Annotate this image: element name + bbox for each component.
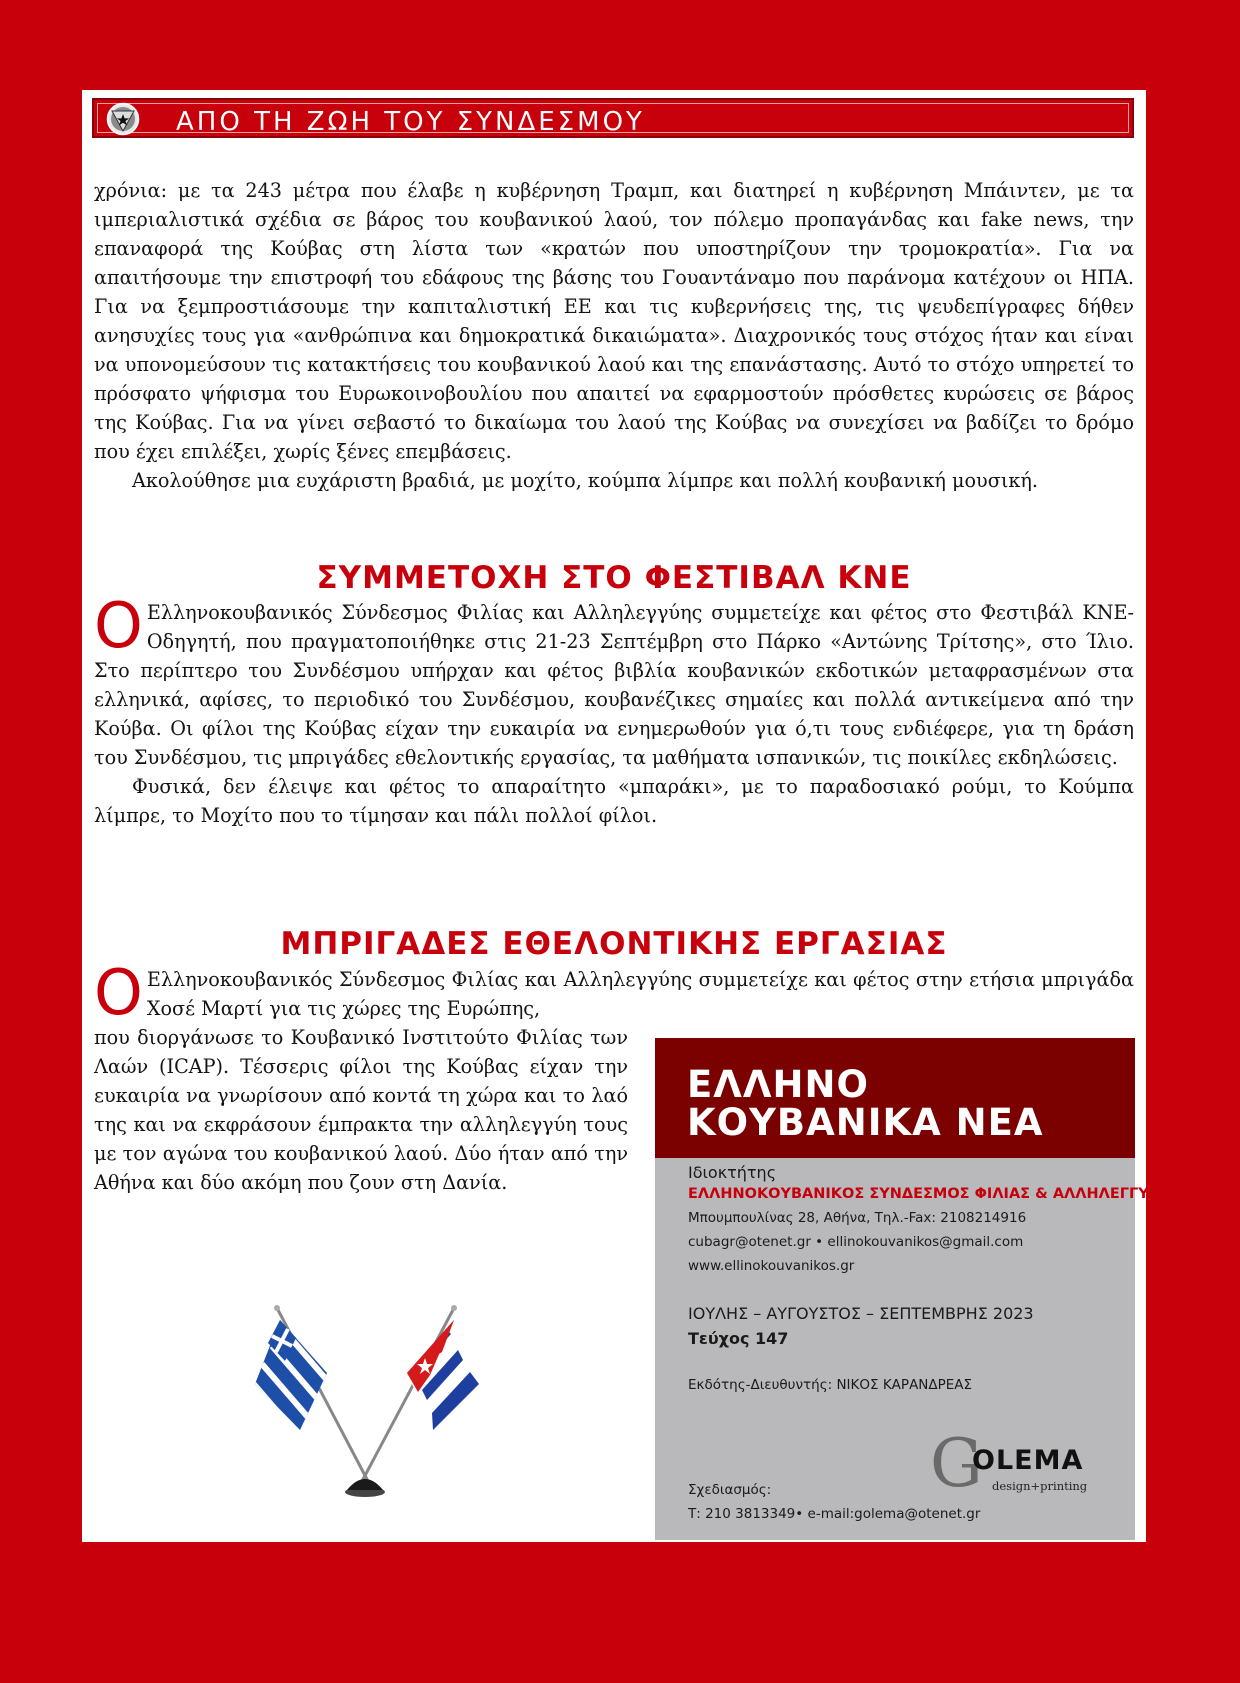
owner-label: Ιδιοκτήτης: [688, 1163, 777, 1182]
section2-paragraph-lead: [94, 956, 1134, 1029]
section-header-bar: [92, 98, 1134, 138]
owner-name: ΕΛΛΗΝΟΚΟΥΒΑΝΙΚΟΣ ΣΥΝΔΕΣΜΟΣ ΦΙΛΙΑΣ & ΑΛΛΗΛΕΓΓΥΗΣ: [688, 1186, 1171, 1202]
section1-paragraph-2: Φυσικά, δεν έλειψε και φέτος το απαραίτητο «μπαράκι», με το παραδοσιακό ρούμι, το Κούμπα λίμπρε, το Μοχίτο που το τίμησαν και πάλι πολλοί φίλοι.: [94, 775, 1134, 827]
website-link[interactable]: www.ellinokouvanikos.gr: [688, 1258, 855, 1274]
greek-flag-icon: [252, 1310, 342, 1440]
email-line: cubagr@otenet.gr • ellinokouvanikos@gmail.com: [688, 1234, 1024, 1250]
golema-logo-g: G: [930, 1425, 983, 1502]
masthead-title: [687, 1063, 1044, 1144]
issue-period: ΙΟΥΛΗΣ – ΑΥΓΟΥΣΤΟΣ – ΣΕΠΤΕΜΒΡΗΣ 2023: [688, 1304, 1034, 1323]
section2-paragraph-rest: που διοργάνωσε το Κουβανικό Ινστιτούτο Φιλίας των Λαών (ICAP). Τέσσερις φίλοι της Κούβας είχαν την ευκαιρία να γνωρίσουν από κοντά τη χώρα και το λαό της και να εκφράσουν έμπρακτα την αλληλεγγύη τους με τον αγώνα του κουβανικού λαού. Δύο ήταν από την Αθήνα και δύο ακόμη που ζουν στη Δανία.: [94, 1026, 628, 1194]
masthead-box: [655, 1038, 1171, 1540]
design-contact: Τ: 210 3813349• e-mail:golema@otenet.gr: [688, 1506, 981, 1522]
section2-title: ΜΠΡΙΓΑΔΕΣ ΕΘΕΛΟΝΤΙΚΗΣ ΕΡΓΑΣΙΑΣ: [280, 926, 948, 962]
masthead-title-line1: ΕΛΛΗΝΟ: [687, 1063, 869, 1106]
cuban-flag-icon: [407, 1320, 479, 1430]
section1-dropcap: Ο: [94, 589, 143, 662]
golema-logo-subtitle: design+printing: [992, 1479, 1088, 1493]
header-inner-border: [97, 103, 1129, 137]
star-triangle-emblem-icon: [106, 102, 140, 136]
section2-dropcap: Ο: [94, 956, 143, 1029]
design-label: Σχεδιασμός:: [688, 1482, 772, 1498]
intro-paragraph-1: χρόνια: με τα 243 μέτρα που έλαβε η κυβέρνηση Τραμπ, και διατηρεί η κυβέρνηση Μπάιντεν, με τα ιμπεριαλιστικά σχέδια σε βάρος του κουβανικού λαού, τον πόλεμο προπαγάνδας και fake news, την επαναφορά της Κούβας στη λίστα των «κρατών που υποστηρίζουν την τρομοκρατία». Για να απαιτήσουμε την επιστροφή του εδάφους της βάσης του Γουαντάναμο που παράνομα κατέχουν οι ΗΠΑ. Για να ξεμπροστιάσουμε την καπιταλιστική ΕΕ και τις κυβερνήσεις της, τις ψευδεπίγραφες δήθεν ανησυχίες τους για «ανθρώπινα και δημοκρατικά δικαιώματα». Διαχρονικός τους στόχος ήταν και είναι να υπονομεύσουν τις κατακτήσεις του κουβανικού λαού και της επανάστασης. Αυτό το στόχο υπηρετεί το πρόσφατο ψήφισμα του Ευρωκοινοβουλίου που απαιτεί να εφαρμοστούν πρόσθετες κυρώσεις σε βάρος της Κούβας. Για να γίνει σεβαστό το δικαίωμα του λαού της Κούβας να συνεχίσει να βαδίζει το δρόμο που έχει επιλέξει, χωρίς ξένες επεμβάσεις.: [94, 179, 1134, 463]
section1-title: ΣΥΜΜΕΤΟΧΗ ΣΤΟ ΦΕΣΤΙΒΑΛ ΚΝΕ: [316, 560, 912, 596]
golema-logo-word: OLEMA: [972, 1445, 1084, 1476]
publisher-line: Εκδότης-Διευθυντής: ΝΙΚΟΣ ΚΑΡΑΝΔΡΕΑΣ: [688, 1377, 973, 1393]
section1-paragraph-1-text: Ελληνοκουβανικός Σύνδεσμος Φιλίας και Αλληλεγγύης συμμετείχε και φέτος στο Φεστιβάλ ΚΝΕ-Οδηγητή, που πραγματοποιήθηκε στις 21-23 Σεπτέμβρη στο Πάρκο «Αντώνης Τρίτσης», στο Ίλιο. Στο περίπτερο του Συνδέσμου υπήρχαν και φέτος βιβλία κουβανικών εκδοτικών μεταφρασμένων στα ελληνικά, αφίσες, το περιοδικό του Συνδέσμου, κουβανέζικες σημαίες και πολλά αντικείμενα από την Κούβα. Οι φίλοι της Κούβας είχαν την ευκαιρία να ενημερωθούν για ό,τι τους ενδιέφερε, για τη δράση του Συνδέσμου, τις μπριγάδες εθελοντικής εργασίας, τα μαθήματα ισπανικών, τις ποικίλες εκδηλώσεις.: [94, 601, 1134, 769]
address-line: Μπουμπουλίνας 28, Αθήνα, Τηλ.-Fax: 2108214916: [688, 1210, 1027, 1226]
magazine-page: [82, 90, 1171, 1542]
masthead-title-line2: ΚΟΥΒΑΝΙΚΑ ΝΕΑ: [687, 1101, 1044, 1144]
masthead-title-band: [655, 1038, 1135, 1158]
section1-paragraph-1: [94, 589, 1134, 772]
intro-article: [94, 176, 1134, 495]
golema-logo: [930, 1425, 1090, 1503]
section2-paragraph-lead-text: Ελληνοκουβανικός Σύνδεσμος Φιλίας και Αλληλεγγύης συμμετείχε και φέτος στην ετήσια μπριγάδα Χοσέ Μαρτί για τις χώρες της Ευρώπης,: [146, 968, 1134, 1020]
section1-article: [94, 589, 1134, 830]
crossed-flags-image: [192, 1280, 532, 1520]
intro-paragraph-2: Ακολούθησε μια ευχάριστη βραδιά, με μοχίτο, κούμπα λίμπρε και πολλή κουβανική μουσική.: [132, 469, 1038, 492]
issue-number: Τεύχος 147: [688, 1329, 789, 1348]
header-title: ΑΠΟ ΤΗ ΖΩΗ ΤΟΥ ΣΥΝΔΕΣΜΟΥ: [176, 107, 645, 137]
